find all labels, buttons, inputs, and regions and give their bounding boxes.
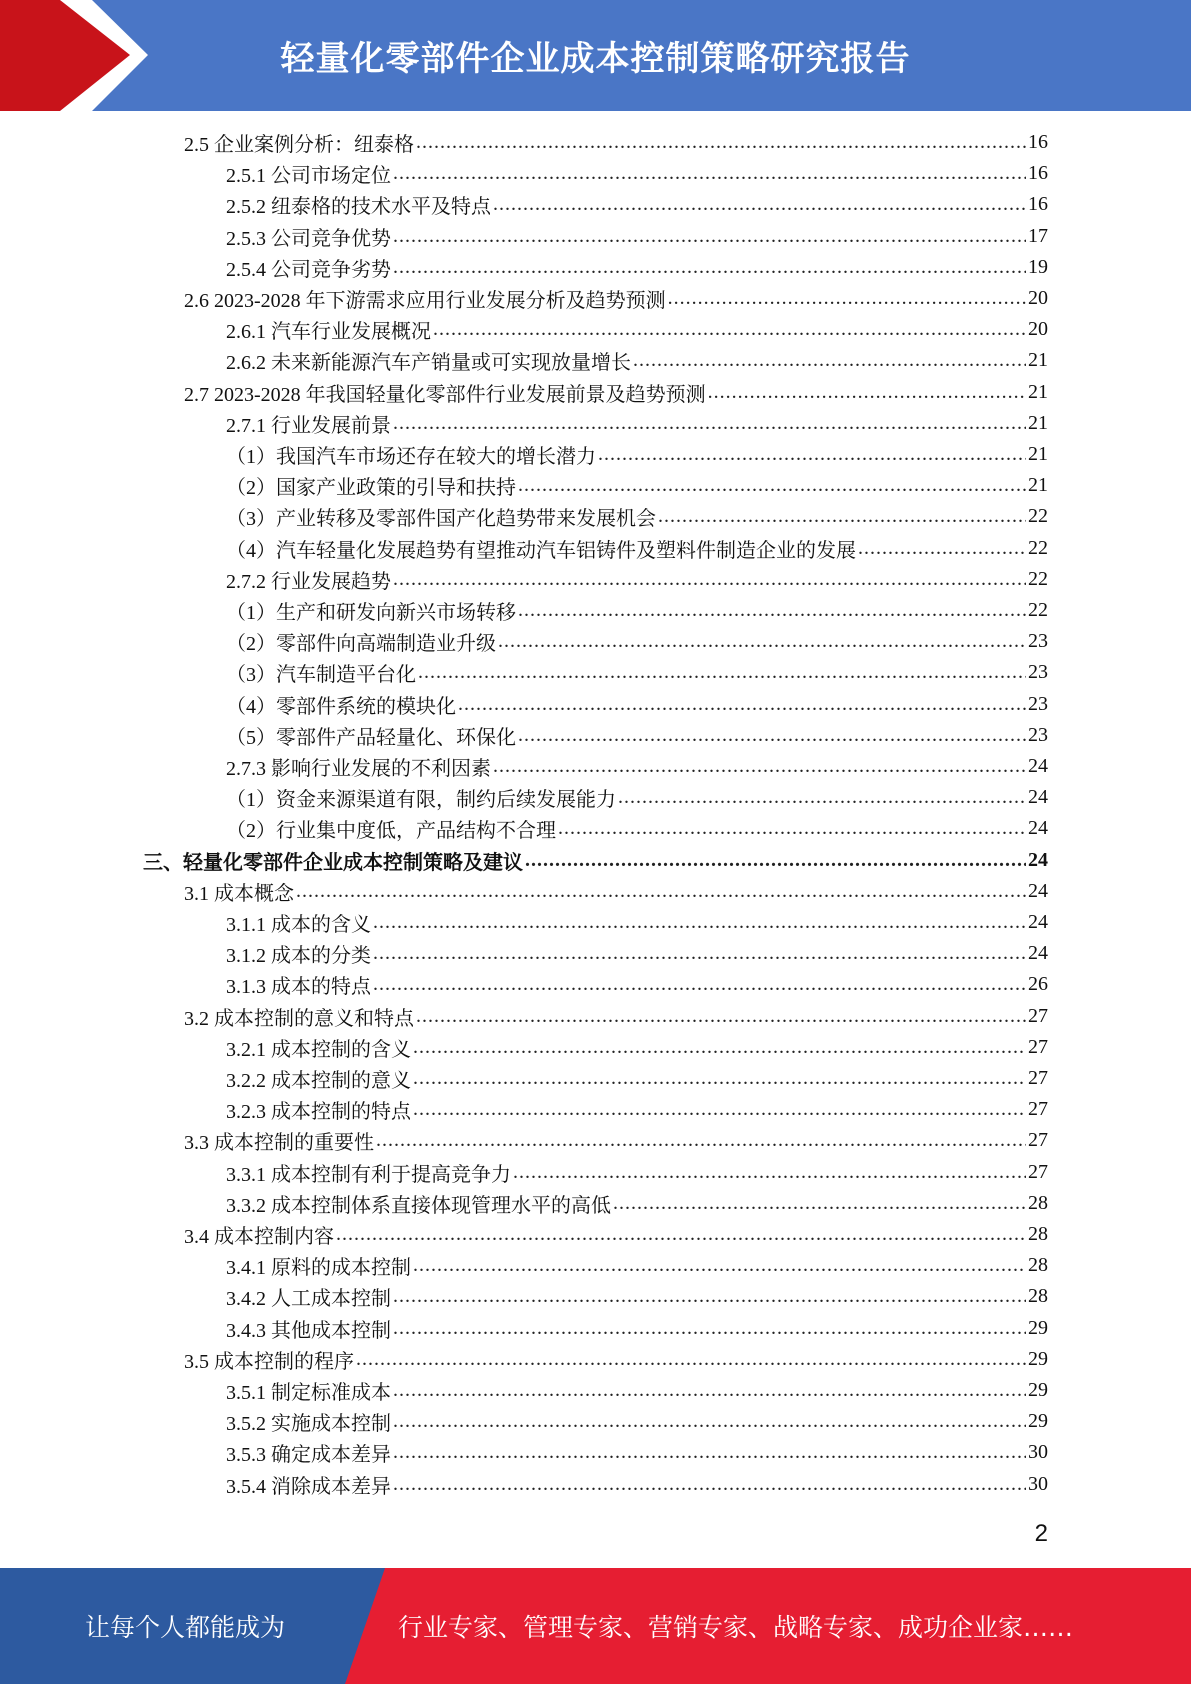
- toc-entry-label: 3.4.3 其他成本控制: [226, 1319, 391, 1342]
- toc-entry-label: 3.5.4 消除成本差异: [226, 1475, 391, 1498]
- toc-entry-page: 29: [1028, 1316, 1048, 1339]
- toc-entry[interactable]: [184, 377, 1048, 408]
- toc-entry[interactable]: [226, 907, 1048, 938]
- toc-dot-leader: [518, 599, 1026, 622]
- toc-entry-label: 3.5.2 实施成本控制: [226, 1413, 391, 1436]
- toc-entry-page: 26: [1028, 973, 1048, 996]
- toc-dot-leader: [393, 162, 1026, 185]
- toc-dot-leader: [296, 880, 1026, 903]
- toc-dot-leader: [393, 1317, 1026, 1340]
- toc-entry-page: 28: [1028, 1191, 1048, 1214]
- toc-entry-page: 16: [1028, 193, 1048, 216]
- footer-slogan-right: 行业专家、管理专家、营销专家、战略专家、成功企业家……: [398, 1613, 1074, 1642]
- toc-entry-label: 3.3 成本控制的重要性: [184, 1132, 374, 1155]
- toc-entry-page: 21: [1028, 380, 1048, 403]
- toc-dot-leader: [513, 1161, 1026, 1184]
- toc-entry-label: （2）零部件向高端制造业升级: [226, 633, 496, 656]
- toc-entry-label: （1）生产和研发向新兴市场转移: [226, 602, 516, 624]
- toc-entry-label: 2.7 2023-2028 年我国轻量化零部件行业发展前景及趋势预测: [184, 383, 706, 406]
- toc-entry-page: 24: [1028, 879, 1048, 902]
- toc-entry-label: 3.4 成本控制内容: [184, 1226, 334, 1248]
- toc-entry-page: 27: [1028, 1067, 1048, 1089]
- toc-entry-label: （4）汽车轻量化发展趋势有望推动汽车铝铸件及塑料件制造企业的发展: [226, 539, 856, 562]
- toc-entry[interactable]: [226, 252, 1048, 283]
- toc-entry-label: 3.2 成本控制的意义和特点: [184, 1007, 414, 1030]
- toc-entry[interactable]: [184, 1001, 1048, 1032]
- toc-entry[interactable]: [184, 283, 1048, 314]
- toc-entry-label: 2.7.3 影响行业发展的不利因素: [226, 758, 491, 780]
- toc-entry[interactable]: [226, 1157, 1048, 1188]
- toc-entry-page: 22: [1028, 567, 1048, 590]
- toc-dot-leader: [393, 256, 1026, 279]
- toc-entry-page: 20: [1028, 318, 1048, 341]
- toc-entry[interactable]: [226, 657, 1048, 688]
- toc-entry-label: 3.2.1 成本控制的含义: [226, 1038, 411, 1061]
- toc-entry-page: 28: [1028, 1254, 1048, 1277]
- document-title: 轻量化零部件企业成本控制策略研究报告: [280, 39, 911, 79]
- toc-entry[interactable]: [226, 626, 1048, 657]
- toc-dot-leader: [598, 443, 1026, 466]
- toc-dot-leader: [393, 1473, 1026, 1496]
- toc-entry-page: 21: [1028, 474, 1048, 497]
- toc-entry[interactable]: [226, 1437, 1048, 1468]
- toc-entry-page: 16: [1028, 131, 1048, 153]
- toc-entry-page: 17: [1028, 224, 1048, 247]
- toc-dot-leader: [498, 630, 1026, 653]
- toc-dot-leader: [413, 1036, 1026, 1059]
- toc-entry-page: 19: [1028, 255, 1048, 278]
- toc-entry[interactable]: [226, 1250, 1048, 1281]
- toc-entry-page: 27: [1028, 1160, 1048, 1183]
- toc-dot-leader: [393, 1410, 1026, 1433]
- toc-dot-leader: [518, 724, 1026, 747]
- toc-entry[interactable]: [226, 221, 1048, 252]
- toc-dot-leader: [633, 349, 1026, 372]
- toc-entry[interactable]: [226, 1313, 1048, 1344]
- toc-dot-leader: [373, 973, 1026, 996]
- toc-entry-page: 24: [1028, 817, 1048, 840]
- toc-entry-page: 21: [1028, 443, 1048, 465]
- toc-entry[interactable]: [226, 1281, 1048, 1312]
- toc-dot-leader: [356, 1348, 1026, 1371]
- toc-entry-page: 21: [1028, 411, 1048, 434]
- footer-banner: [0, 1568, 1191, 1684]
- toc-entry-page: 22: [1028, 505, 1048, 528]
- toc-entry[interactable]: [184, 1219, 1048, 1250]
- toc-entry-page: 29: [1028, 1347, 1048, 1370]
- toc-entry[interactable]: [226, 689, 1048, 720]
- toc-dot-leader: [416, 1005, 1026, 1028]
- toc-entry[interactable]: [226, 751, 1048, 782]
- toc-dot-leader: [618, 786, 1026, 809]
- toc-dot-leader: [493, 193, 1026, 216]
- toc-dot-leader: [393, 1379, 1026, 1402]
- toc-entry[interactable]: [226, 1032, 1048, 1063]
- toc-entry-page: 24: [1028, 911, 1048, 933]
- header-banner: [0, 0, 1191, 111]
- toc-dot-leader: [393, 412, 1026, 435]
- toc-entry-label: 3.5.1 制定标准成本: [226, 1382, 391, 1404]
- toc-entry-label: 2.5.1 公司市场定位: [226, 165, 391, 188]
- toc-dot-leader: [376, 1129, 1026, 1152]
- toc-entry-label: （4）零部件系统的模块化: [226, 695, 456, 718]
- toc-entry-page: 30: [1028, 1441, 1048, 1464]
- toc-dot-leader: [373, 942, 1026, 965]
- toc-entry-label: 3.1.3 成本的特点: [226, 976, 371, 999]
- toc-entry-label: （2）行业集中度低，产品结构不合理: [226, 820, 556, 843]
- toc-entry[interactable]: [226, 314, 1048, 345]
- toc-entry-label: 3.1.2 成本的分类: [226, 945, 371, 968]
- toc-entry-label: 三、轻量化零部件企业成本控制策略及建议: [143, 851, 523, 874]
- toc-entry[interactable]: [226, 470, 1048, 501]
- toc-entry-label: 3.5.3 确定成本差异: [226, 1444, 391, 1467]
- toc-entry[interactable]: [226, 1469, 1048, 1500]
- toc-dot-leader: [413, 1098, 1026, 1121]
- toc-entry-page: 22: [1028, 599, 1048, 621]
- toc-entry-label: 3.5 成本控制的程序: [184, 1350, 354, 1373]
- toc-entry-page: 29: [1028, 1379, 1048, 1401]
- toc-dot-leader: [525, 849, 1026, 872]
- toc-entry[interactable]: [226, 1094, 1048, 1125]
- toc-entry-label: （3）产业转移及零部件国产化趋势带来发展机会: [226, 508, 656, 531]
- toc-dot-leader: [373, 911, 1026, 934]
- toc-dot-leader: [393, 1285, 1026, 1308]
- toc-entry-page: 23: [1028, 692, 1048, 715]
- toc-entry-label: 3.4.1 原料的成本控制: [226, 1257, 411, 1280]
- toc-entry[interactable]: [226, 969, 1048, 1000]
- toc-entry-page: 23: [1028, 661, 1048, 684]
- toc-entry[interactable]: [226, 189, 1048, 220]
- toc-entry[interactable]: [226, 501, 1048, 532]
- toc-entry-page: 28: [1028, 1223, 1048, 1245]
- toc-dot-leader: [393, 568, 1026, 591]
- toc-entry-page: 29: [1028, 1410, 1048, 1433]
- toc-entry-page: 21: [1028, 349, 1048, 372]
- toc-entry-label: 3.3.2 成本控制体系直接体现管理水平的高低: [226, 1194, 611, 1217]
- toc-entry-page: 23: [1028, 630, 1048, 653]
- page-number: 2: [1034, 1520, 1048, 1547]
- toc-entry-label: 2.6.1 汽车行业发展概况: [226, 321, 431, 344]
- toc-entry-page: 27: [1028, 1004, 1048, 1027]
- toc-dot-leader: [458, 693, 1026, 716]
- toc-entry[interactable]: [226, 345, 1048, 376]
- toc-entry[interactable]: [226, 720, 1048, 751]
- toc-entry-label: （1）资金来源渠道有限，制约后续发展能力: [226, 789, 616, 812]
- toc-entry-page: 27: [1028, 1129, 1048, 1152]
- toc-dot-leader: [393, 1441, 1026, 1464]
- toc-entry[interactable]: [184, 127, 1048, 158]
- toc-entry-label: 3.1.1 成本的含义: [226, 914, 371, 936]
- toc-entry[interactable]: [226, 782, 1048, 813]
- toc-dot-leader: [858, 537, 1026, 560]
- toc-dot-leader: [658, 505, 1026, 528]
- toc-entry-label: （1）我国汽车市场还存在较大的增长潜力: [226, 446, 596, 468]
- toc-entry-label: 3.1 成本概念: [184, 882, 294, 905]
- toc-entry[interactable]: [226, 439, 1048, 470]
- toc-entry-label: 2.6 2023-2028 年下游需求应用行业发展分析及趋势预测: [184, 290, 666, 312]
- toc-entry-page: 27: [1028, 1035, 1048, 1058]
- toc-dot-leader: [708, 381, 1026, 404]
- toc-entry-label: 3.4.2 人工成本控制: [226, 1288, 391, 1311]
- toc-entry[interactable]: [226, 408, 1048, 439]
- toc-entry-page: 24: [1028, 786, 1048, 809]
- toc-dot-leader: [558, 817, 1026, 840]
- toc-entry-page: 28: [1028, 1285, 1048, 1308]
- toc-entry-label: 2.5.2 纽泰格的技术水平及特点: [226, 196, 491, 219]
- toc-dot-leader: [493, 755, 1026, 778]
- toc-dot-leader: [433, 318, 1026, 341]
- toc-entry-label: 3.3.1 成本控制有利于提高竞争力: [226, 1163, 511, 1186]
- toc-entry[interactable]: [226, 813, 1048, 844]
- toc-entry-label: 2.5 企业案例分析：纽泰格: [184, 134, 414, 156]
- toc-entry-label: 2.5.4 公司竞争劣势: [226, 258, 391, 281]
- toc-entry-page: 16: [1028, 162, 1048, 185]
- toc-dot-leader: [518, 474, 1026, 497]
- toc-entry[interactable]: [143, 845, 1048, 876]
- toc-entry-label: 2.5.3 公司竞争优势: [226, 227, 391, 250]
- toc-entry-label: （2）国家产业政策的引导和扶持: [226, 477, 516, 500]
- toc-dot-leader: [413, 1254, 1026, 1277]
- toc-entry-label: 2.7.1 行业发展前景: [226, 414, 391, 437]
- toc-entry-page: 24: [1028, 848, 1048, 871]
- toc-entry-label: 2.7.2 行业发展趋势: [226, 570, 391, 593]
- toc-dot-leader: [393, 225, 1026, 248]
- toc-entry[interactable]: [184, 876, 1048, 907]
- toc-entry[interactable]: [184, 1344, 1048, 1375]
- toc-entry[interactable]: [226, 1063, 1048, 1094]
- toc-entry-label: 2.6.2 未来新能源汽车产销量或可实现放量增长: [226, 352, 631, 375]
- toc-dot-leader: [413, 1067, 1026, 1090]
- toc-entry-label: （3）汽车制造平台化: [226, 664, 416, 687]
- toc-dot-leader: [668, 287, 1026, 310]
- toc-entry[interactable]: [226, 564, 1048, 595]
- toc-entry[interactable]: [226, 158, 1048, 189]
- toc-entry[interactable]: [226, 1188, 1048, 1219]
- toc-entry-label: （5）零部件产品轻量化、环保化: [226, 726, 516, 749]
- toc-entry-page: 22: [1028, 536, 1048, 559]
- toc-entry[interactable]: [226, 595, 1048, 626]
- toc-entry-page: 23: [1028, 723, 1048, 746]
- toc-entry-label: 3.2.2 成本控制的意义: [226, 1070, 411, 1092]
- toc-entry-page: 30: [1028, 1472, 1048, 1495]
- toc-dot-leader: [418, 661, 1026, 684]
- toc-entry[interactable]: [226, 1375, 1048, 1406]
- header-arrow-decoration: [0, 0, 200, 111]
- toc-entry-page: 24: [1028, 755, 1048, 777]
- toc-entry-page: 27: [1028, 1098, 1048, 1121]
- toc-entry-page: 24: [1028, 942, 1048, 965]
- toc-entry[interactable]: [226, 938, 1048, 969]
- toc-entry-label: 3.2.3 成本控制的特点: [226, 1101, 411, 1124]
- footer-slogan-left: 让每个人都能成为: [84, 1613, 285, 1642]
- toc-entry[interactable]: [226, 1406, 1048, 1437]
- toc-dot-leader: [613, 1192, 1026, 1215]
- toc-dot-leader: [336, 1223, 1026, 1246]
- toc-entry[interactable]: [184, 1125, 1048, 1156]
- toc-dot-leader: [416, 131, 1026, 154]
- toc-entry[interactable]: [226, 533, 1048, 564]
- toc-entry-page: 20: [1028, 287, 1048, 309]
